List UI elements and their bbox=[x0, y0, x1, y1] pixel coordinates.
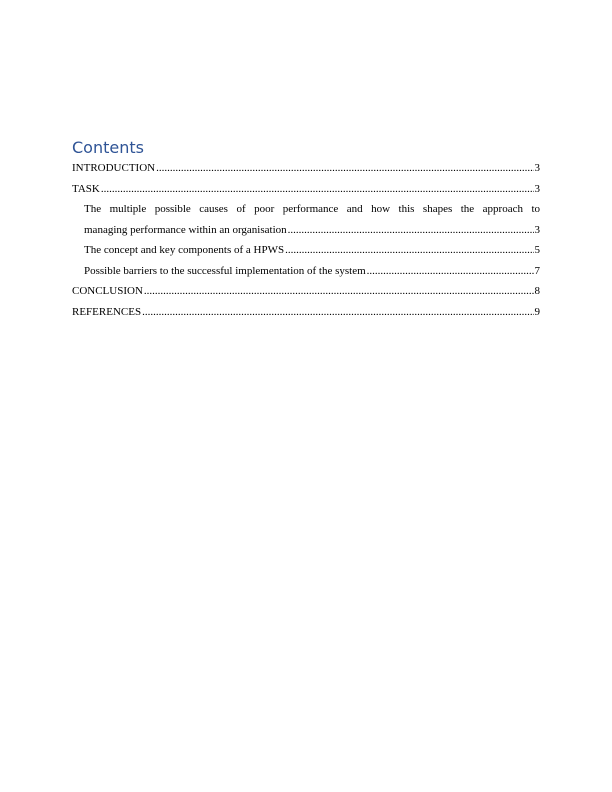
toc-entry-page: 9 bbox=[534, 305, 540, 318]
dot-leader bbox=[288, 220, 534, 241]
dot-leader bbox=[144, 281, 534, 302]
toc-entry-title: Possible barriers to the successful implementation of the system bbox=[84, 264, 366, 277]
toc-entry-barriers[interactable] bbox=[72, 261, 540, 282]
toc-entry-title-line2: managing performance within an organisation bbox=[84, 223, 287, 236]
toc-entry-title: CONCLUSION bbox=[72, 285, 143, 297]
dot-leader bbox=[367, 261, 534, 282]
dot-leader bbox=[156, 158, 533, 179]
toc-entry-title: REFERENCES bbox=[72, 305, 142, 318]
toc-entry-title-line2-row bbox=[84, 220, 540, 241]
toc-entry-page: 5 bbox=[534, 244, 540, 256]
toc-entry-introduction[interactable] bbox=[72, 158, 540, 179]
toc-entry-conclusion[interactable] bbox=[72, 281, 540, 302]
toc-heading: Contents bbox=[72, 138, 144, 157]
toc-entry-page: 3 bbox=[534, 182, 540, 195]
dot-leader bbox=[101, 179, 534, 200]
toc-entry-page: 7 bbox=[534, 264, 540, 277]
toc-entry-references[interactable] bbox=[72, 302, 540, 323]
toc-entry-page: 3 bbox=[534, 223, 540, 236]
toc-entry-title-line1: The multiple possible causes of poor performance and how this shapes the approach to bbox=[84, 203, 540, 215]
dot-leader bbox=[285, 240, 533, 261]
toc-entry-poor-performance[interactable] bbox=[72, 199, 540, 240]
toc-entry-hpws[interactable] bbox=[72, 240, 540, 261]
table-of-contents bbox=[72, 138, 540, 322]
toc-entry-page: 8 bbox=[534, 285, 540, 297]
toc-entry-title: INTRODUCTION bbox=[72, 162, 156, 174]
toc-entry-title: TASK bbox=[72, 182, 100, 195]
toc-entry-task[interactable] bbox=[72, 179, 540, 200]
dot-leader bbox=[142, 302, 533, 323]
toc-entry-title: The concept and key components of a HPWS bbox=[84, 244, 285, 256]
toc-entry-page: 3 bbox=[534, 162, 540, 174]
